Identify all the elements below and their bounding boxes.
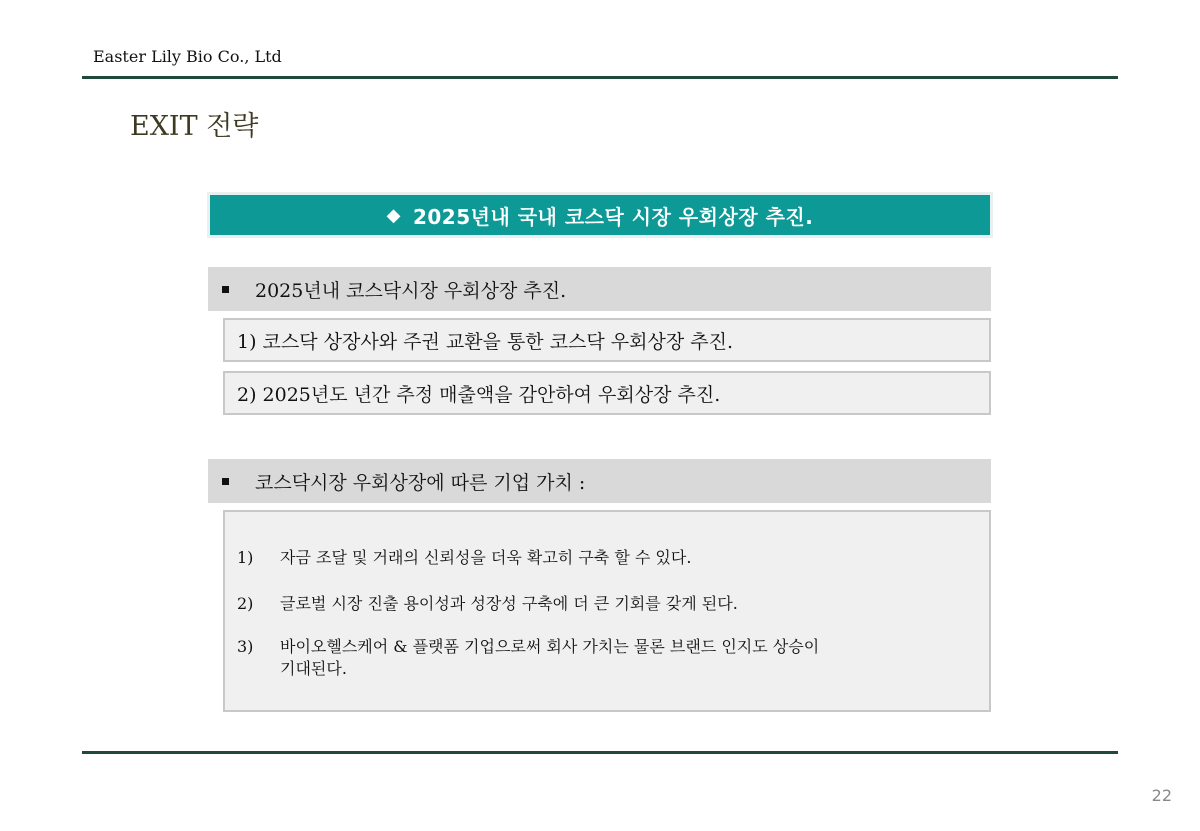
list-item-text: 바이오헬스케어 & 플랫폼 기업으로써 회사 가치는 물론 브랜드 인지도 상승이 기대된다. <box>280 637 820 678</box>
square-bullet-icon <box>222 478 229 485</box>
section-heading-2 <box>208 459 991 503</box>
diamond-icon: ◆ <box>386 204 401 226</box>
square-bullet-icon <box>222 286 229 293</box>
section-heading-1 <box>208 267 991 311</box>
section-heading-text: 2025년내 코스닥시장 우회상장 추진. <box>255 279 567 302</box>
list-item-number: 1) <box>237 548 254 567</box>
page-number: 22 <box>1151 786 1172 805</box>
list-item-number: 3) <box>237 637 254 656</box>
page-title: EXIT 전략 <box>130 111 259 142</box>
list-item-text: 글로벌 시장 진출 용이성과 성장성 구축에 더 큰 기회를 갖게 된다. <box>280 594 738 613</box>
value-list <box>223 510 991 712</box>
banner-text: 2025년내 국내 코스닥 시장 우회상장 추진. <box>412 204 814 229</box>
section1-item: 2) 2025년도 년간 추정 매출액을 감안하여 우회상장 추진. <box>223 371 991 415</box>
banner-bar <box>210 195 990 235</box>
header-divider <box>82 76 1118 79</box>
list-item-text: 자금 조달 및 거래의 신뢰성을 더욱 확고히 구축 할 수 있다. <box>280 548 692 567</box>
section1-item: 1) 코스닥 상장사와 주권 교환을 통한 코스닥 우회상장 추진. <box>223 318 991 362</box>
footer-divider <box>82 751 1118 754</box>
company-name: Easter Lily Bio Co., Ltd <box>93 47 282 66</box>
section-heading-text: 코스닥시장 우회상장에 따른 기업 가치 : <box>255 471 586 494</box>
list-item-number: 2) <box>237 594 254 613</box>
banner <box>207 192 993 238</box>
